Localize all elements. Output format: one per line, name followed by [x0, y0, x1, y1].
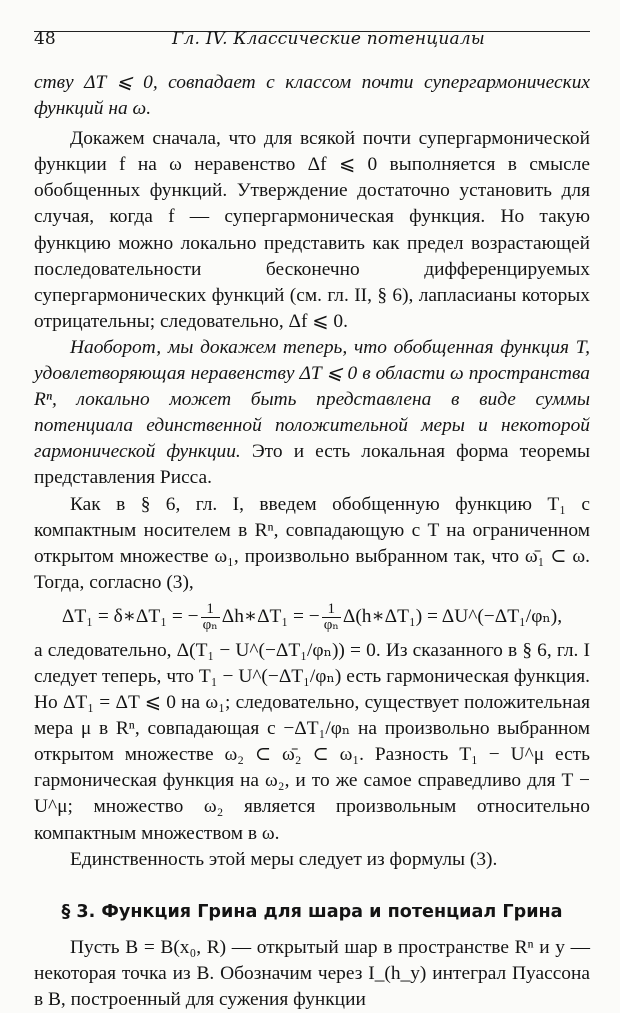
section-heading: § 3. Функция Грина для шара и потенциал Грина — [61, 901, 563, 922]
riesz-statement-italic: Наоборот, мы докажем теперь, что обобщенная функция T, удовлетворяющая неравенству ΔT ⩽ 0 в области ω пространства Rⁿ, локально может быть представлена в виде суммы потенциала единственной положительной меры и некоторой гармонической функции. — [34, 336, 590, 463]
formula-fraction-1 — [201, 602, 220, 633]
paragraph-consequence: а следовательно, Δ(T₁ − U^(−ΔT₁/φₙ)) = 0. Из сказанного в § 6, гл. I следует теперь, что T₁ − U^(−ΔT₁/φₙ) есть гармоническая функция. Но ΔT₁ = ΔT ⩽ 0 на ω₁; следовательно, существует положительная мера μ в Rⁿ, совпадающая с −ΔT₁/φₙ на произвольно выбранном открытом множестве ω₂ ⊂ ω̄₂ ⊂ ω₁. Разность T₁ − U^μ есть гармоническая функция на ω₂, и то же самое справедливо для T − U^μ; множество ω₂ является произвольным относительно компактным множеством в ω. — [34, 639, 590, 844]
fraction-1-numerator: 1 — [201, 602, 220, 618]
display-formula — [34, 601, 590, 633]
paragraph-section-start: Пусть B = B(x₀, R) — открытый шар в пространстве Rⁿ и y — некоторая точка из B. Обозначим через I_(h_y) интеграл Пуассона в B, построенный для сужения функции — [34, 936, 590, 1010]
page-body — [34, 70, 590, 1013]
fraction-2-numerator: 1 — [322, 602, 341, 618]
paragraph-continuation: ству ΔT ⩽ 0, совпадает с классом почти супергармонических функций на ω. — [34, 72, 590, 120]
formula-right: Δ(h∗ΔT₁) = ΔU^(−ΔT₁/φₙ), — [342, 605, 563, 627]
running-title: Гл. IV. Классические потенциалы — [172, 29, 485, 49]
paragraph-construction: Как в § 6, гл. I, введем обобщенную функцию T₁ с компактным носителем в Rⁿ, совпадающую с T на ограниченном открытом множестве ω₁, произвольно выбранном так, что ω̄₁ ⊂ ω. Тогда, согласно (3), — [34, 493, 590, 593]
fraction-1-denominator: φₙ — [202, 616, 218, 633]
paragraph-uniqueness: Единственность этой меры следует из формулы (3). — [70, 848, 498, 870]
formula-fraction-2 — [322, 602, 341, 633]
formula-left: ΔT₁ = δ∗ΔT₁ = − — [61, 605, 199, 627]
page-header — [34, 28, 590, 49]
formula-middle: Δh∗ΔT₁ = − — [221, 605, 320, 627]
fraction-2-denominator: φₙ — [323, 616, 339, 633]
paragraph-proof-start: Докажем сначала, что для всякой почти супергармонической функции f на ω неравенство Δf ⩽ 0 выполняется в смысле обобщенных функций. Утверждение достаточно установить для случая, когда f — супергармоническая функция. Но такую функцию можно локально представить как предел возрастающей последовательности бесконечно дифференцируемых супергармонических функций (см. гл. II, § 6), лапласианы которых отрицательны; следовательно, Δf ⩽ 0. — [34, 128, 590, 332]
paragraph-riesz-statement — [34, 335, 590, 492]
page-number: 48 — [34, 29, 56, 49]
riesz-statement-tail: Это и есть локальная форма теоремы представления Рисса. — [34, 441, 590, 489]
